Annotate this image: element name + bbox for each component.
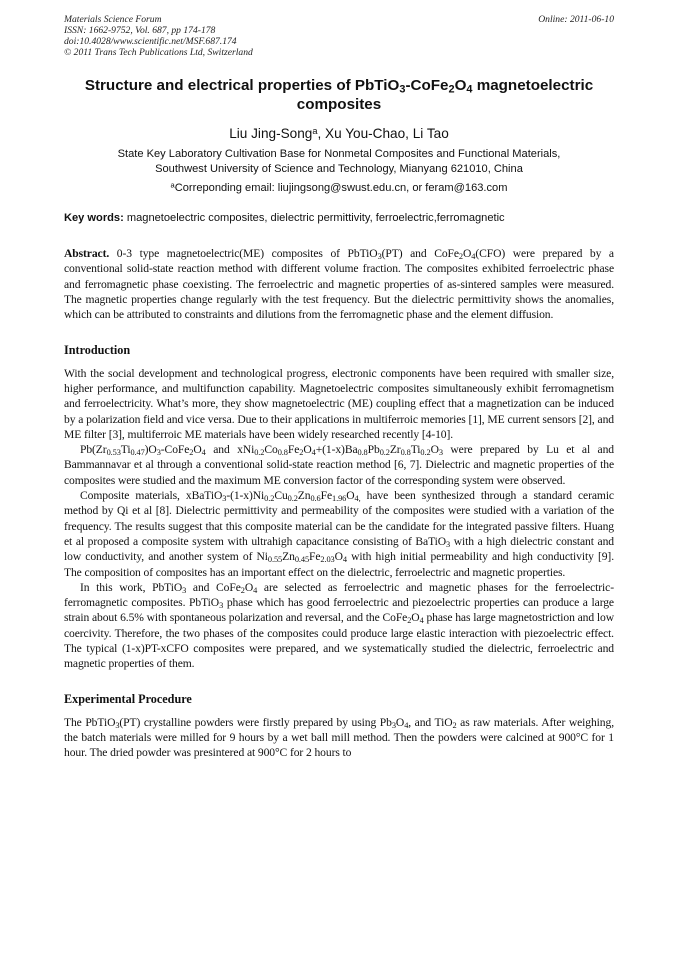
intro-paragraph-1: With the social development and technological progress, electronic components have been required with smaller size, higher performance, and multifunction capability. Magnetoelectric composites simultaneously exhibit ferromagnetism and ferroelectricity. What’s more, they show magnetoelectric (ME) coupling effect that a magnetization can be induced by a polarization field and vice versa. Due to their applications in multiferroic memories [1], ME current sensors [2], and ME filter [3], multiferroic ME materials have been widely researched recently [4-10]. — [64, 366, 614, 441]
journal-header — [64, 0, 614, 58]
experimental-heading: Experimental Procedure — [64, 691, 192, 706]
online-date: Online: 2011-06-10 — [538, 14, 614, 25]
keywords: Key words: magnetoelectric composites, dielectric permittivity, ferroelectric,ferromagnetic — [64, 212, 505, 225]
issn-line: ISSN: 1662-9752, Vol. 687, pp 174-178 — [64, 25, 216, 36]
paper-title: Structure and electrical properties of $PbTiO_3-CoFe_2O_4$ magnetoelectric composites — [84, 77, 594, 113]
abstract-label: Abstract. — [64, 247, 110, 261]
abstract: Abstract. 0-3 type magnetoelectric(ME) composites of PbTiO$_3$(PT) and $CoFe_2O_4(CFO)$ were prepared by a conventional solid-state reaction method with different volume fraction. The composites exhibited ferroelectric phase and ferromagnetic phase coexisting. The ferroelectric and magnetic properties of as-sintered samples were measured. The magnetic properties change regularly with the test frequency. But the dielectric permittivity shows the anomalies, which can be attributed to constraints and dilutions from the ferromagnetic phase and the element diffusion. — [64, 247, 614, 322]
copyright-line: © 2011 Trans Tech Publications Ltd, Switzerland — [64, 47, 253, 58]
experimental-paragraph-1: The PbTiO$_3$(PT) crystalline powders were firstly prepared by using $Pb_3O_4$, and TiO$_2$ as raw materials. After weighing, the batch materials were milled for 9 hours by a wet ball mill method. Then the powders were calcined at 900°C for 1 hour. The dried powder was presintered at 900°C for 2 hours to — [64, 715, 614, 760]
intro-paragraph-2: $Pb(Zr_{0.53}Ti_{0.47})O_3-CoFe_2O_4$ and $xNi_{0.2}Co_{0.8}Fe_2O_4+(1-x)Ba_{0.8}Pb_{0.2}Zr_{0.8}Ti_{0.2}O_3$ were prepared by Lu et al and Bammannavar et al through a conventional solid-state reaction method [6, 7]. Dielectric and magnetic properties of the composites were studied and the maximum ME conversion factor of the corresponding system were observed. — [64, 443, 614, 487]
author-list: Liu Jing-Song$^a$, Xu You-Chao, Li Tao — [229, 125, 449, 141]
keywords-label: Key words: — [64, 212, 124, 225]
intro-paragraph-3: Composite materials, $xBaTiO_3-(1-x)Ni_{0.2}Cu_{0.2}Zn_{0.6}Fe_{1.96}O_{4,}$ have been synthesized through a standard ceramic method by Qi et al [8]. Dielectric permittivity and permeability of the composites were studied with a variation of the frequency. The results suggest that this composite material can be the candidate for the integrated passive filters. Huang et al proposed a composite system with ultrahigh capacitance consisting of BaTiO$_3$ with a high dielectric constant and low conductivity, and another system of $Ni_{0.55}Zn_{0.45}Fe_{2.03}O_4$ with high initial permeability and high conductivity [9]. The composition of composites has an important effect on the dielectric, ferroelectric and magnetic properties. — [64, 489, 614, 579]
affiliation: State Key Laboratory Cultivation Base for Nonmetal Composites and Functional Materials, Southwest University of Science and Technology, Mianyang 621010, China — [117, 148, 561, 175]
intro-paragraph-4: In this work, PbTiO$_3$ and $CoFe_2O_4$ are selected as ferroelectric and magnetic phases for the ferroelectric-ferromagnetic composites. PbTiO$_3$ phase which has good ferroelectric and piezoelectric properties can produce a large strain about 6.5% with spontaneous polarization and reversal, and the $CoFe_2O_4$ phase has large magnetostriction and low coercivity. Therefore, the two phases of the composites could produce large elastic interaction with piezoelectric effect. The typical (1-x)PT-xCFO composites were prepared, and we systematically studied the dielectric, ferroelectric and magnetic properties of them. — [64, 580, 614, 671]
doi-line: doi:10.4028/www.scientific.net/MSF.687.174 — [64, 36, 237, 47]
introduction-heading: Introduction — [64, 342, 131, 357]
journal-name: Materials Science Forum — [64, 14, 162, 25]
corresponding-email: $^a$Correponding email: liujingsong@swust.edu.cn, or feram@163.com — [170, 180, 508, 195]
